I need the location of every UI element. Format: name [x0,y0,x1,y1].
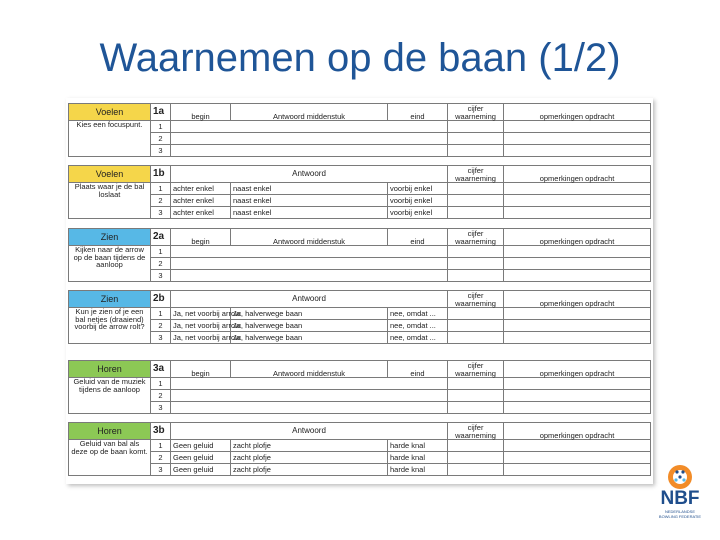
row-number: 2 [151,390,171,402]
grade-cell [448,207,504,219]
theme-label: Horen [69,423,151,440]
row-number: 2 [151,195,171,207]
row-number: 2 [151,133,171,145]
task-description: Kies een focuspunt. [69,121,151,157]
row-number: 1 [151,121,171,133]
col-middle: Antwoord middenstuk [231,361,388,378]
theme-label: Horen [69,361,151,378]
answer-option-1: Geen geluid [171,440,231,452]
col-remarks: opmerkingen opdracht [504,291,651,308]
table-row [69,308,651,320]
col-grade: cijfer waarneming [448,104,504,121]
table-row [69,145,651,157]
block-3a [68,360,651,414]
row-number: 1 [151,440,171,452]
block-code: 3b [151,423,171,440]
answer-option-1: achter enkel [171,183,231,195]
theme-label: Voelen [69,166,151,183]
remarks-cell [504,390,651,402]
answer-cell [171,133,448,145]
answer-option-3: nee, omdat ... [388,320,448,332]
row-number: 2 [151,258,171,270]
slide-title: Waarnemen op de baan (1/2) [99,36,621,80]
answer-cell [171,145,448,157]
table-row [69,183,651,195]
grade-cell [448,402,504,414]
grade-cell [448,440,504,452]
answer-cell [171,402,448,414]
answer-option-3: harde knal [388,452,448,464]
answer-option-2: naast enkel [231,183,388,195]
answer-option-2: zacht plofje [231,440,388,452]
remarks-cell [504,402,651,414]
row-number: 1 [151,183,171,195]
answer-option-2: zacht plofje [231,452,388,464]
col-answer: Antwoord [171,166,448,183]
grade-cell [448,308,504,320]
remarks-cell [504,246,651,258]
task-description: Kun je zien of je een bal netjes (draaiend) voorbij de arrow rolt? [69,308,151,344]
grade-cell [448,332,504,344]
row-number: 3 [151,207,171,219]
remarks-cell [504,133,651,145]
answer-option-1: Ja, net voorbij arrow [171,320,231,332]
table-row [69,121,651,133]
table-row [69,332,651,344]
grade-cell [448,378,504,390]
task-description: Kijken naar de arrow op de baan tijdens de aanloop [69,246,151,282]
row-number: 3 [151,145,171,157]
row-number: 2 [151,452,171,464]
col-middle: Antwoord middenstuk [231,229,388,246]
answer-option-1: Geen geluid [171,452,231,464]
remarks-cell [504,332,651,344]
theme-label: Zien [69,229,151,246]
answer-option-3: nee, omdat ... [388,332,448,344]
row-number: 3 [151,332,171,344]
col-remarks: opmerkingen opdracht [504,166,651,183]
grade-cell [448,183,504,195]
answer-option-2: zacht plofje [231,464,388,476]
grade-cell [448,195,504,207]
table-row [69,440,651,452]
answer-option-1: Ja, net voorbij arrow [171,308,231,320]
remarks-cell [504,258,651,270]
grade-cell [448,246,504,258]
answer-option-2: naast enkel [231,195,388,207]
table-row [69,390,651,402]
remarks-cell [504,121,651,133]
grade-cell [448,464,504,476]
answer-option-3: harde knal [388,440,448,452]
theme-label: Voelen [69,104,151,121]
col-grade: cijfer waarneming [448,361,504,378]
table-row [69,258,651,270]
block-code: 1a [151,104,171,121]
answer-option-3: voorbij enkel [388,195,448,207]
table-row [69,195,651,207]
logo-subtitle-1: NEDERLANDSE [664,509,695,514]
answer-option-3: voorbij enkel [388,183,448,195]
col-begin: begin [171,104,231,121]
grade-cell [448,145,504,157]
remarks-cell [504,145,651,157]
col-grade: cijfer waarneming [448,229,504,246]
col-grade: cijfer waarneming [448,423,504,440]
answer-cell [171,258,448,270]
block-2b [68,290,651,344]
nbf-logo [650,462,710,526]
col-answer: Antwoord [171,423,448,440]
answer-option-3: voorbij enkel [388,207,448,219]
row-number: 3 [151,464,171,476]
col-remarks: opmerkingen opdracht [504,104,651,121]
col-grade: cijfer waarneming [448,291,504,308]
row-number: 2 [151,320,171,332]
answer-option-3: nee, omdat ... [388,308,448,320]
remarks-cell [504,308,651,320]
row-number: 3 [151,402,171,414]
answer-option-2: Ja, halverwege baan [231,308,388,320]
col-remarks: opmerkingen opdracht [504,229,651,246]
answer-cell [171,270,448,282]
task-description: Geluid van bal als deze op de baan komt. [69,440,151,476]
grade-cell [448,390,504,402]
col-remarks: opmerkingen opdracht [504,423,651,440]
block-code: 2b [151,291,171,308]
remarks-cell [504,270,651,282]
theme-label: Zien [69,291,151,308]
table-row [69,133,651,145]
remarks-cell [504,464,651,476]
answer-option-1: Geen geluid [171,464,231,476]
block-1a [68,103,651,157]
grade-cell [448,121,504,133]
col-remarks: opmerkingen opdracht [504,361,651,378]
remarks-cell [504,183,651,195]
block-code: 3a [151,361,171,378]
answer-cell [171,121,448,133]
task-description: Plaats waar je de bal loslaat [69,183,151,219]
answer-option-1: achter enkel [171,207,231,219]
col-answer: Antwoord [171,291,448,308]
col-end: eind [388,361,448,378]
row-number: 3 [151,270,171,282]
remarks-cell [504,195,651,207]
grade-cell [448,452,504,464]
answer-cell [171,390,448,402]
answer-option-2: Ja, halverwege baan [231,332,388,344]
answer-cell [171,378,448,390]
answer-option-3: harde knal [388,464,448,476]
logo-subtitle-2: BOWLING FEDERATIE [658,514,702,519]
table-row [69,452,651,464]
logo-text: NBF [660,488,700,509]
grade-cell [448,258,504,270]
col-middle: Antwoord middenstuk [231,104,388,121]
table-row [69,270,651,282]
table-row [69,207,651,219]
block-2a [68,228,651,282]
block-1b [68,165,651,219]
col-end: eind [388,229,448,246]
col-begin: begin [171,229,231,246]
row-number: 1 [151,378,171,390]
grade-cell [448,133,504,145]
task-description: Geluid van de muziek tijdens de aanloop [69,378,151,414]
grade-cell [448,270,504,282]
grade-cell [448,320,504,332]
remarks-cell [504,320,651,332]
answer-option-1: Ja, net voorbij arrow [171,332,231,344]
col-begin: begin [171,361,231,378]
remarks-cell [504,440,651,452]
row-number: 1 [151,246,171,258]
answer-option-2: Ja, halverwege baan [231,320,388,332]
answer-cell [171,246,448,258]
col-grade: cijfer waarneming [448,166,504,183]
block-code: 2a [151,229,171,246]
block-code: 1b [151,166,171,183]
col-end: eind [388,104,448,121]
remarks-cell [504,207,651,219]
row-number: 1 [151,308,171,320]
table-row [69,464,651,476]
table-row [69,378,651,390]
answer-option-1: achter enkel [171,195,231,207]
remarks-cell [504,378,651,390]
answer-option-2: naast enkel [231,207,388,219]
table-row [69,320,651,332]
table-row [69,246,651,258]
remarks-cell [504,452,651,464]
block-3b [68,422,651,476]
table-row [69,402,651,414]
